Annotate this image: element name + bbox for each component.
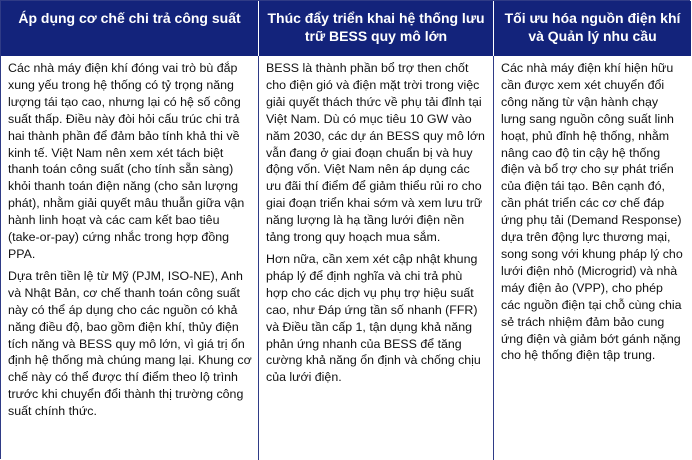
column-body-capacity-payment xyxy=(1,56,259,460)
column-heading-bess xyxy=(259,1,494,56)
body-paragraph: Hơn nữa, cần xem xét cập nhật khung pháp lý để định nghĩa và chi trả phù hợp cho các dịch vụ phụ trợ hiệu suất cao, như Đáp ứng tần số nhanh (FFR) và Điều tần cấp 1, tận dụng khả năng phản ứng nhanh của BESS để tăng cường khả năng ổn định và chống chịu của lưới điện. xyxy=(266,251,481,385)
column-heading-text: Tối ưu hóa nguồn điện khí và Quản lý nhu cầu xyxy=(504,10,681,44)
column-body-gas-demand xyxy=(494,56,691,460)
body-paragraph: BESS là thành phần bổ trợ then chốt cho điện gió và điện mặt trời trong việc giải quyết thách thức về phụ tải đỉnh tại Việt Nam. Dù có mục tiêu 10 GW vào năm 2030, các dự án BESS quy mô lớn vẫn đang ở giai đoạn chuẩn bị và huy động vốn. Việt Nam nên áp dụng các ưu đãi thí điểm để giảm thiểu rủi ro cho giai đoạn triển khai sớm và xem lưu trữ năng lượng là hạ tầng lưới điện nền tảng trong quy hoạch mua sắm. xyxy=(266,61,485,245)
body-paragraph: Dựa trên tiền lệ từ Mỹ (PJM, ISO-NE), Anh và Nhật Bản, cơ chế thanh toán công suất này có thể áp dụng cho các nguồn có khả năng điều độ, bao gồm điện khí, thủy điện tích năng và BESS quy mô lớn, vì giá trị ổn định hệ thống mà chúng mang lại. Khung cơ chế này có thể được thí điểm theo lộ trình trước khi chuyển đổi thành thị trường công suất chính thức. xyxy=(8,268,252,419)
column-heading-gas-demand xyxy=(494,1,691,56)
body-paragraph: Các nhà máy điện khí đóng vai trò bù đắp xung yếu trong hệ thống có tỷ trọng năng lượng tái tạo cao, nhưng lại có hệ số công suất thấp. Điều này đòi hỏi cấu trúc chi trả hai thành phần để đảm bảo tính khả thi về kinh tế. Việt Nam nên xem xét tách biệt thanh toán công suất (cho tính sẵn sàng) khỏi thanh toán điện năng (cho sản lượng phát), nhằm giải quyết mâu thuẫn giữa vận hành linh hoạt và các cam kết bao tiêu (take-or-pay) cứng nhắc trong hợp đồng PPA. xyxy=(8,61,245,261)
column-heading-text: Thúc đẩy triển khai hệ thống lưu trữ BESS quy mô lớn xyxy=(267,10,485,44)
column-heading-capacity-payment xyxy=(1,1,259,56)
body-paragraph: Các nhà máy điện khí hiện hữu cần được xem xét chuyển đổi công năng từ vận hành chạy lưng sang nguồn công suất linh hoạt, phủ đỉnh hệ thống, nhằm nâng cao độ tin cậy hệ thống điện và bổ trợ cho sự phát triển của điện tái tạo. Bên cạnh đó, cần phát triển các cơ chế đáp ứng phụ tải (Demand Response) dựa trên động lực thương mại, song song với khung pháp lý cho lưới điện nhỏ (Microgrid) và nhà máy điện ảo (VPP), cho phép các nguồn điện tại chỗ cùng chia sẻ trách nhiệm đảm bảo cung ứng điện và giảm bớt gánh nặng cho hệ thống điện tập trung. xyxy=(501,61,683,363)
column-heading-text: Áp dụng cơ chế chi trả công suất xyxy=(18,10,241,26)
column-body-bess xyxy=(259,56,494,460)
